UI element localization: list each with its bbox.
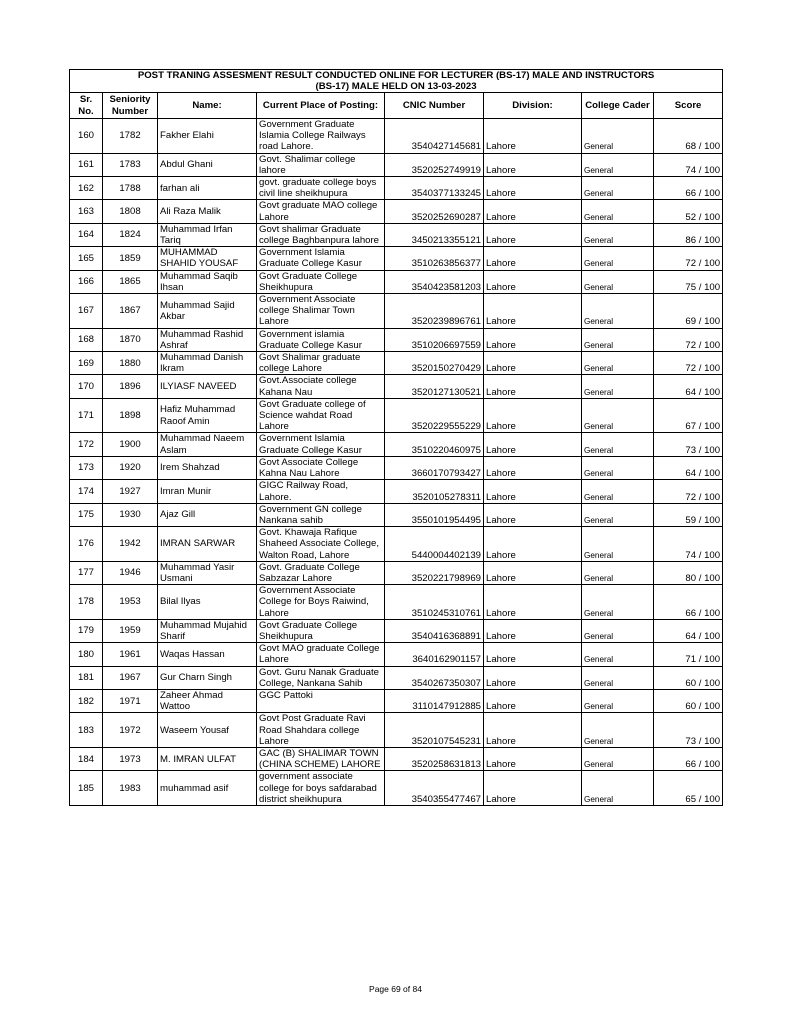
cell-division: Lahore [484, 328, 582, 351]
cell-division: Lahore [484, 503, 582, 526]
table-row [70, 398, 723, 433]
cell-current-posting: Govt Graduate College Sheikhupura [257, 270, 385, 293]
cell-score: 72 / 100 [654, 328, 723, 351]
cell-current-posting: Govt Graduate College Sheikhupura [257, 619, 385, 642]
cell-current-posting: Govt.Associate college Kahana Nau [257, 375, 385, 398]
table-row [70, 352, 723, 375]
cell-current-posting: Govt Post Graduate Ravi Road Shahdara college Lahore [257, 713, 385, 748]
cell-division: Lahore [484, 177, 582, 200]
cell-division: Lahore [484, 153, 582, 176]
cell-score: 72 / 100 [654, 480, 723, 503]
cell-name: ILYIASF NAVEED [158, 375, 257, 398]
cell-cnic-number: 3510263856377 [385, 247, 484, 270]
table-row [70, 153, 723, 176]
cell-score: 65 / 100 [654, 771, 723, 806]
cell-name: muhammad asif [158, 771, 257, 806]
cell-current-posting: Govt Shalimar graduate college Lahore [257, 352, 385, 375]
cell-cnic-number: 3520150270429 [385, 352, 484, 375]
cell-cnic-number: 3520107545231 [385, 713, 484, 748]
cell-seniority-number: 1942 [103, 527, 158, 562]
header-cnic-number: CNIC Number [385, 93, 484, 119]
cell-seniority-number: 1900 [103, 433, 158, 456]
cell-college-cadre: General [582, 328, 654, 351]
cell-current-posting: Government Graduate Islamia College Railways road Lahore. [257, 119, 385, 154]
cell-current-posting: Government Islamia Graduate College Kasur [257, 433, 385, 456]
cell-seniority-number: 1880 [103, 352, 158, 375]
cell-college-cadre: General [582, 223, 654, 246]
cell-score: 66 / 100 [654, 177, 723, 200]
cell-cnic-number: 3520221798969 [385, 561, 484, 584]
cell-cnic-number: 3520239896761 [385, 294, 484, 329]
cell-score: 60 / 100 [654, 666, 723, 689]
cell-cnic-number: 3540423581203 [385, 270, 484, 293]
cell-division: Lahore [484, 666, 582, 689]
cell-division: Lahore [484, 561, 582, 584]
cell-name: Muhammad Sajid Akbar [158, 294, 257, 329]
cell-seniority-number: 1961 [103, 643, 158, 666]
table-row [70, 456, 723, 479]
cell-seniority-number: 1808 [103, 200, 158, 223]
cell-current-posting: Government Associate College for Boys Raiwind, Lahore [257, 585, 385, 620]
cell-division: Lahore [484, 747, 582, 770]
header-sr-no: Sr. No. [70, 93, 103, 119]
table-row [70, 223, 723, 246]
cell-college-cadre: General [582, 585, 654, 620]
cell-cnic-number: 3110147912885 [385, 689, 484, 712]
cell-score: 52 / 100 [654, 200, 723, 223]
table-row [70, 527, 723, 562]
cell-name: Hafiz Muhammad Raoof Amin [158, 398, 257, 433]
cell-division: Lahore [484, 375, 582, 398]
cell-current-posting: Govt MAO graduate College Lahore [257, 643, 385, 666]
cell-division: Lahore [484, 643, 582, 666]
cell-score: 66 / 100 [654, 747, 723, 770]
header-name: Name: [158, 93, 257, 119]
cell-seniority-number: 1898 [103, 398, 158, 433]
cell-seniority-number: 1867 [103, 294, 158, 329]
cell-college-cadre: General [582, 153, 654, 176]
cell-sr-no: 179 [70, 619, 103, 642]
cell-division: Lahore [484, 689, 582, 712]
cell-college-cadre: General [582, 771, 654, 806]
table-row [70, 747, 723, 770]
cell-current-posting: Government Associate college Shalimar Town Lahore [257, 294, 385, 329]
cell-name: Muhammad Naeem Aslam [158, 433, 257, 456]
cell-cnic-number: 3540416368891 [385, 619, 484, 642]
cell-seniority-number: 1971 [103, 689, 158, 712]
cell-sr-no: 173 [70, 456, 103, 479]
cell-college-cadre: General [582, 456, 654, 479]
cell-sr-no: 181 [70, 666, 103, 689]
cell-sr-no: 172 [70, 433, 103, 456]
cell-cnic-number: 3540377133245 [385, 177, 484, 200]
cell-score: 71 / 100 [654, 643, 723, 666]
table-row [70, 328, 723, 351]
cell-score: 73 / 100 [654, 433, 723, 456]
table-row [70, 270, 723, 293]
cell-cnic-number: 3660170793427 [385, 456, 484, 479]
table-row [70, 503, 723, 526]
cell-division: Lahore [484, 713, 582, 748]
cell-score: 69 / 100 [654, 294, 723, 329]
cell-division: Lahore [484, 585, 582, 620]
cell-score: 64 / 100 [654, 456, 723, 479]
cell-current-posting: Government Islamia Graduate College Kasur [257, 247, 385, 270]
cell-current-posting: Govt shalimar Graduate college Baghbanpura lahore [257, 223, 385, 246]
cell-current-posting: Govt. Khawaja Rafique Shaheed Associate College, Walton Road, Lahore [257, 527, 385, 562]
cell-seniority-number: 1946 [103, 561, 158, 584]
cell-seniority-number: 1783 [103, 153, 158, 176]
cell-sr-no: 184 [70, 747, 103, 770]
cell-seniority-number: 1870 [103, 328, 158, 351]
cell-name: Ajaz Gill [158, 503, 257, 526]
cell-college-cadre: General [582, 713, 654, 748]
cell-sr-no: 165 [70, 247, 103, 270]
table-title [70, 70, 723, 93]
table-row [70, 200, 723, 223]
page-number: Page 69 of 84 [369, 984, 422, 994]
cell-sr-no: 167 [70, 294, 103, 329]
cell-name: Muhammad Rashid Ashraf [158, 328, 257, 351]
cell-name: Zaheer Ahmad Wattoo [158, 689, 257, 712]
cell-sr-no: 171 [70, 398, 103, 433]
cell-cnic-number: 3510220460975 [385, 433, 484, 456]
cell-cnic-number: 3520105278311 [385, 480, 484, 503]
cell-name: farhan ali [158, 177, 257, 200]
cell-division: Lahore [484, 619, 582, 642]
cell-college-cadre: General [582, 352, 654, 375]
cell-division: Lahore [484, 433, 582, 456]
cell-seniority-number: 1859 [103, 247, 158, 270]
cell-current-posting: Govt graduate MAO college Lahore [257, 200, 385, 223]
cell-name: Fakher Elahi [158, 119, 257, 154]
cell-current-posting: Govt Associate College Kahna Nau Lahore [257, 456, 385, 479]
cell-college-cadre: General [582, 561, 654, 584]
cell-sr-no: 166 [70, 270, 103, 293]
cell-cnic-number: 3520127130521 [385, 375, 484, 398]
table-row [70, 294, 723, 329]
cell-current-posting: government associate college for boys safdarabad district sheikhupura [257, 771, 385, 806]
cell-name: IMRAN SARWAR [158, 527, 257, 562]
cell-cnic-number: 3450213355121 [385, 223, 484, 246]
table-row [70, 713, 723, 748]
cell-score: 86 / 100 [654, 223, 723, 246]
cell-college-cadre: General [582, 503, 654, 526]
cell-current-posting: Govt. Guru Nanak Graduate College, Nankana Sahib [257, 666, 385, 689]
cell-name: Gur Charn Singh [158, 666, 257, 689]
cell-score: 67 / 100 [654, 398, 723, 433]
cell-score: 66 / 100 [654, 585, 723, 620]
cell-name: Muhammad Danish Ikram [158, 352, 257, 375]
cell-college-cadre: General [582, 398, 654, 433]
cell-college-cadre: General [582, 200, 654, 223]
table-row [70, 119, 723, 154]
cell-sr-no: 160 [70, 119, 103, 154]
results-table [69, 69, 723, 806]
cell-current-posting: Govt. Shalimar college lahore [257, 153, 385, 176]
cell-sr-no: 168 [70, 328, 103, 351]
cell-sr-no: 177 [70, 561, 103, 584]
cell-name: Waqas Hassan [158, 643, 257, 666]
cell-division: Lahore [484, 771, 582, 806]
table-body [70, 119, 723, 806]
table-row [70, 561, 723, 584]
cell-name: Irem Shahzad [158, 456, 257, 479]
cell-cnic-number: 3520252690287 [385, 200, 484, 223]
cell-cnic-number: 3550101954495 [385, 503, 484, 526]
cell-current-posting: GGC Pattoki [257, 689, 385, 712]
cell-sr-no: 175 [70, 503, 103, 526]
cell-sr-no: 178 [70, 585, 103, 620]
cell-seniority-number: 1983 [103, 771, 158, 806]
cell-score: 64 / 100 [654, 619, 723, 642]
cell-college-cadre: General [582, 177, 654, 200]
cell-seniority-number: 1788 [103, 177, 158, 200]
cell-sr-no: 169 [70, 352, 103, 375]
cell-name: Abdul Ghani [158, 153, 257, 176]
cell-score: 60 / 100 [654, 689, 723, 712]
cell-cnic-number: 3640162901157 [385, 643, 484, 666]
table-row [70, 643, 723, 666]
cell-score: 80 / 100 [654, 561, 723, 584]
cell-sr-no: 162 [70, 177, 103, 200]
cell-college-cadre: General [582, 375, 654, 398]
cell-seniority-number: 1824 [103, 223, 158, 246]
cell-division: Lahore [484, 398, 582, 433]
title-line-2: (BS-17) MALE HELD ON 13-03-2023 [315, 81, 477, 92]
cell-division: Lahore [484, 223, 582, 246]
cell-name: Ali Raza Malik [158, 200, 257, 223]
cell-sr-no: 163 [70, 200, 103, 223]
cell-score: 73 / 100 [654, 713, 723, 748]
table-row [70, 247, 723, 270]
table-row [70, 619, 723, 642]
header-score: Score [654, 93, 723, 119]
cell-sr-no: 185 [70, 771, 103, 806]
cell-score: 59 / 100 [654, 503, 723, 526]
cell-seniority-number: 1967 [103, 666, 158, 689]
cell-college-cadre: General [582, 747, 654, 770]
cell-division: Lahore [484, 480, 582, 503]
cell-seniority-number: 1865 [103, 270, 158, 293]
cell-college-cadre: General [582, 294, 654, 329]
cell-division: Lahore [484, 200, 582, 223]
cell-name: Muhammad Yasir Usmani [158, 561, 257, 584]
cell-score: 75 / 100 [654, 270, 723, 293]
cell-name: M. IMRAN ULFAT [158, 747, 257, 770]
cell-division: Lahore [484, 352, 582, 375]
cell-current-posting: Government islamia Graduate College Kasur [257, 328, 385, 351]
cell-seniority-number: 1959 [103, 619, 158, 642]
cell-division: Lahore [484, 119, 582, 154]
cell-sr-no: 164 [70, 223, 103, 246]
cell-sr-no: 161 [70, 153, 103, 176]
cell-seniority-number: 1973 [103, 747, 158, 770]
cell-cnic-number: 3540427145681 [385, 119, 484, 154]
table-row [70, 375, 723, 398]
header-division: Division: [484, 93, 582, 119]
cell-college-cadre: General [582, 119, 654, 154]
cell-current-posting: Govt. Graduate College Sabzazar Lahore [257, 561, 385, 584]
cell-name: Bilal Ilyas [158, 585, 257, 620]
cell-sr-no: 183 [70, 713, 103, 748]
cell-cnic-number: 3520252749919 [385, 153, 484, 176]
table-row [70, 689, 723, 712]
cell-score: 64 / 100 [654, 375, 723, 398]
cell-college-cadre: General [582, 689, 654, 712]
cell-seniority-number: 1920 [103, 456, 158, 479]
cell-score: 68 / 100 [654, 119, 723, 154]
table-row [70, 480, 723, 503]
cell-score: 72 / 100 [654, 352, 723, 375]
table-row [70, 666, 723, 689]
cell-name: Muhammad Mujahid Sharif [158, 619, 257, 642]
cell-score: 74 / 100 [654, 153, 723, 176]
cell-cnic-number: 3520229555229 [385, 398, 484, 433]
cell-college-cadre: General [582, 643, 654, 666]
cell-name: MUHAMMAD SHAHID YOUSAF [158, 247, 257, 270]
cell-college-cadre: General [582, 527, 654, 562]
table-row [70, 177, 723, 200]
cell-sr-no: 170 [70, 375, 103, 398]
table-row [70, 433, 723, 456]
cell-division: Lahore [484, 247, 582, 270]
cell-college-cadre: General [582, 480, 654, 503]
cell-seniority-number: 1927 [103, 480, 158, 503]
cell-cnic-number: 3520258631813 [385, 747, 484, 770]
cell-cnic-number: 5440004402139 [385, 527, 484, 562]
cell-current-posting: GAC (B) SHALIMAR TOWN (CHINA SCHEME) LAHORE [257, 747, 385, 770]
cell-current-posting: Government GN college Nankana sahib [257, 503, 385, 526]
table-row [70, 771, 723, 806]
cell-sr-no: 182 [70, 689, 103, 712]
cell-sr-no: 174 [70, 480, 103, 503]
cell-division: Lahore [484, 270, 582, 293]
cell-college-cadre: General [582, 666, 654, 689]
cell-name: Muhammad Saqib Ihsan [158, 270, 257, 293]
cell-sr-no: 176 [70, 527, 103, 562]
cell-name: Muhammad Irfan Tariq [158, 223, 257, 246]
cell-college-cadre: General [582, 433, 654, 456]
table-row [70, 585, 723, 620]
cell-college-cadre: General [582, 247, 654, 270]
cell-seniority-number: 1930 [103, 503, 158, 526]
cell-cnic-number: 3510245310761 [385, 585, 484, 620]
cell-seniority-number: 1896 [103, 375, 158, 398]
cell-seniority-number: 1782 [103, 119, 158, 154]
cell-score: 72 / 100 [654, 247, 723, 270]
cell-seniority-number: 1953 [103, 585, 158, 620]
cell-name: Waseem Yousaf [158, 713, 257, 748]
cell-division: Lahore [484, 456, 582, 479]
header-college-cadre: College Cader [582, 93, 654, 119]
cell-college-cadre: General [582, 619, 654, 642]
cell-seniority-number: 1972 [103, 713, 158, 748]
cell-cnic-number: 3540267350307 [385, 666, 484, 689]
cell-college-cadre: General [582, 270, 654, 293]
cell-cnic-number: 3510206697559 [385, 328, 484, 351]
cell-division: Lahore [484, 527, 582, 562]
cell-current-posting: Govt Graduate college of Science wahdat Road Lahore [257, 398, 385, 433]
cell-sr-no: 180 [70, 643, 103, 666]
cell-current-posting: govt. graduate college boys civil line sheikhupura [257, 177, 385, 200]
cell-division: Lahore [484, 294, 582, 329]
header-current-posting: Current Place of Posting: [257, 93, 385, 119]
cell-cnic-number: 3540355477467 [385, 771, 484, 806]
cell-current-posting: GIGC Railway Road, Lahore. [257, 480, 385, 503]
header-seniority-number: Seniority Number [103, 93, 158, 119]
cell-score: 74 / 100 [654, 527, 723, 562]
title-line-1: POST TRANING ASSESMENT RESULT CONDUCTED ONLINE FOR LECTURER (BS-17) MALE AND INSTRUCTORS [137, 70, 655, 81]
cell-name: Imran Munir [158, 480, 257, 503]
